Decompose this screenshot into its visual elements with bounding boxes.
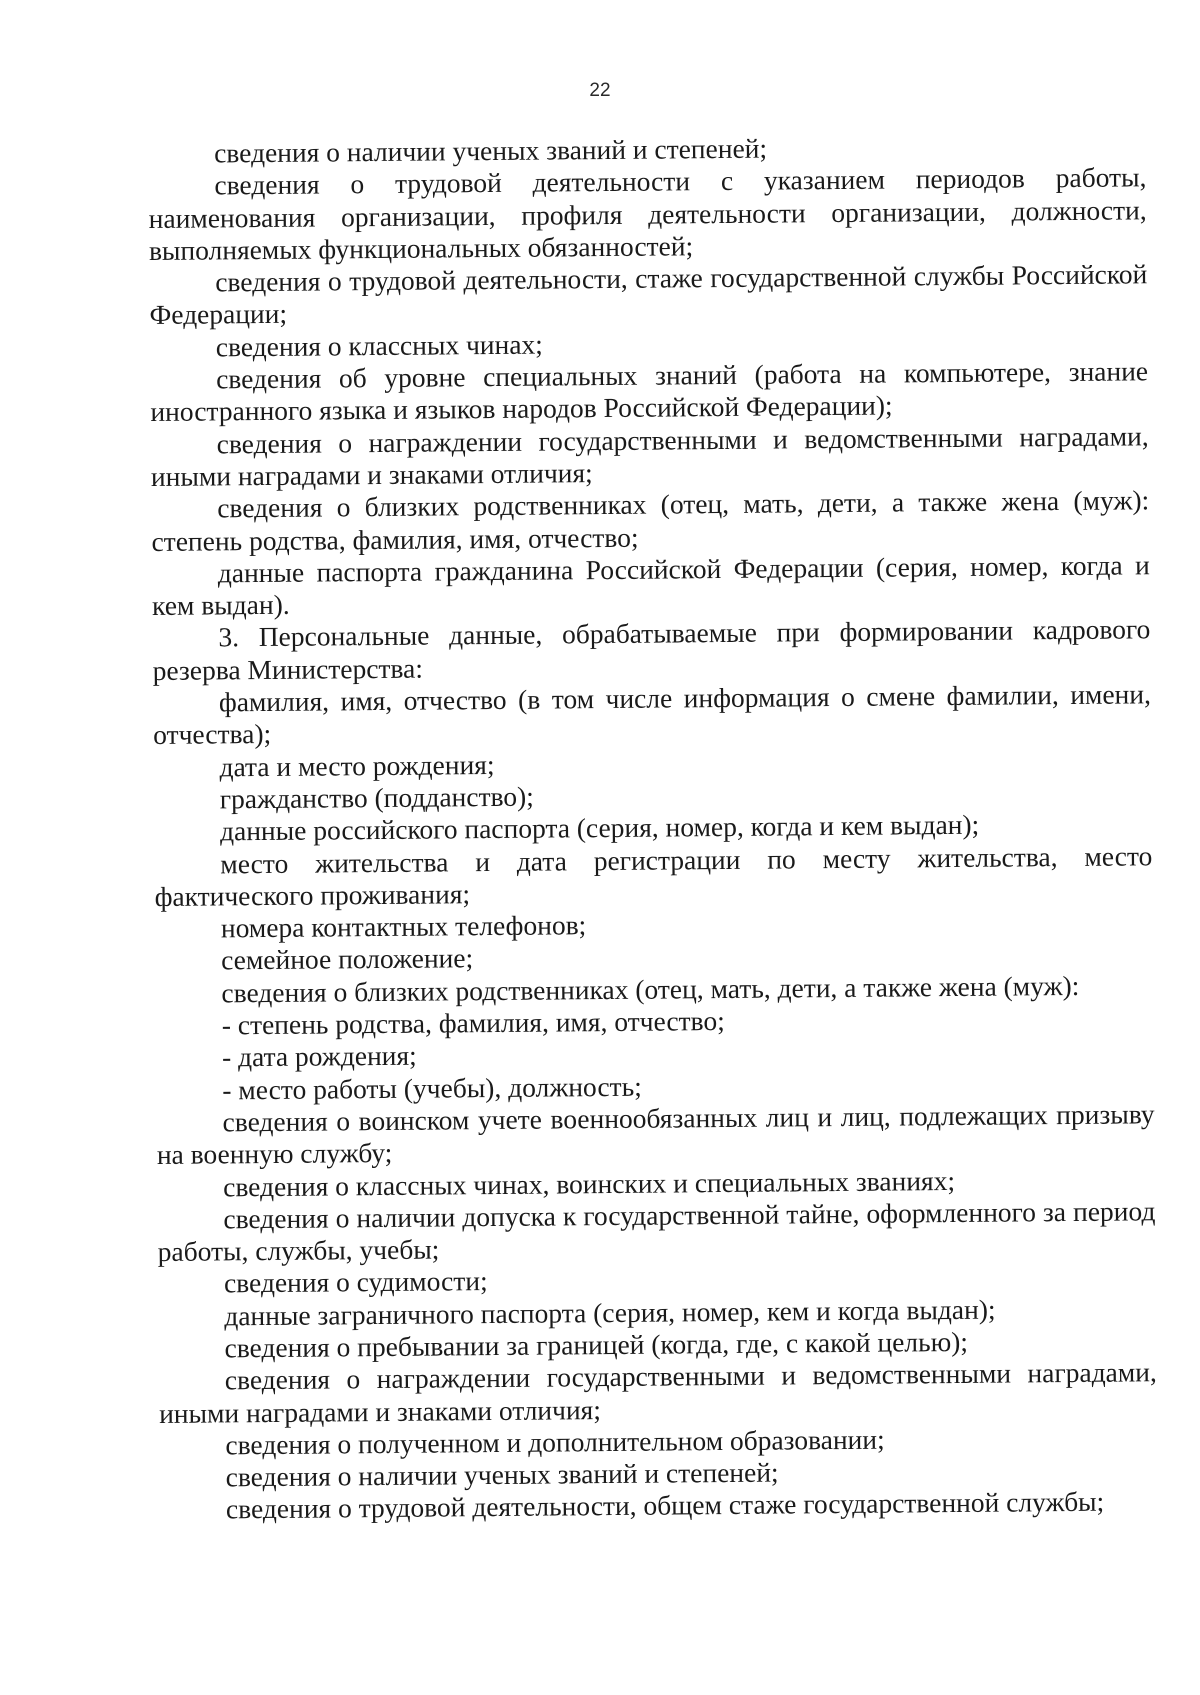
paragraph: место жительства и дата регистрации по месту жительства, место фактического проживания;	[154, 839, 1153, 912]
paragraph: данные паспорта гражданина Российской Федерации (серия, номер, когда и кем выдан).	[151, 549, 1150, 622]
paragraph: сведения о награждении государственными и ведомственными наградами, иными наградами и знаками отличия;	[150, 419, 1149, 492]
document-body	[148, 129, 1158, 1526]
paragraph: сведения о трудовой деятельности с указанием периодов работы, наименования организации, профиля деятельности организации, должности, выполняемых функциональных обязанностей;	[148, 161, 1147, 266]
section-heading-paragraph: 3. Персональные данные, обрабатываемые при формировании кадрового резерва Министерства:	[152, 613, 1151, 686]
paragraph: сведения о наличии ученых званий и степеней;	[213, 132, 768, 169]
paragraph: сведения о трудовой деятельности, стаже государственной службы Российской Федерации;	[149, 258, 1148, 331]
paragraph: гражданство (подданство);	[219, 780, 535, 815]
paragraph: номера контактных телефонов;	[220, 909, 587, 944]
list-item: - место работы (учебы), должность;	[222, 1070, 642, 1105]
paragraph: дата и место рождения;	[219, 748, 495, 783]
paragraph: сведения о судимости;	[223, 1265, 488, 1299]
paragraph: сведения о классных чинах;	[215, 328, 543, 363]
paragraph: сведения о классных чинах, воинских и специальных званиях;	[223, 1164, 956, 1202]
paragraph: сведения о воинском учете военнообязанных лиц и лиц, подлежащих призыву на военную службу;	[156, 1098, 1155, 1171]
paragraph: сведения о близких родственниках (отец, мать, дети, а также жена (муж): степень родства, фамилия, имя, отчество;	[151, 484, 1150, 557]
page-number: 22	[589, 80, 611, 101]
paragraph: сведения об уровне специальных знаний (работа на компьютере, знание иностранного языка и языков народов Российской Федерации);	[150, 355, 1149, 428]
list-item: - степень родства, фамилия, имя, отчество;	[221, 1005, 725, 1041]
list-item: - дата рождения;	[221, 1040, 417, 1073]
paragraph: семейное положение;	[221, 942, 474, 976]
paragraph: сведения о полученном и дополнительном образовании;	[225, 1423, 885, 1461]
paragraph: сведения о наличии ученых званий и степеней;	[225, 1456, 779, 1493]
paragraph: фамилия, имя, отчество (в том числе информация о смене фамилии, имени, отчества);	[153, 678, 1152, 751]
paragraph: данные заграничного паспорта (серия, номер, кем и когда выдан);	[224, 1293, 996, 1332]
paragraph: сведения о пребывании за границей (когда, где, с какой целью);	[224, 1325, 969, 1364]
paragraph: сведения о наличии допуска к государственной тайне, оформленного за период работы, службы, учебы;	[157, 1195, 1156, 1268]
paragraph: данные российского паспорта (серия, номер, когда и кем выдан);	[219, 809, 980, 847]
paragraph: сведения о награждении государственными и ведомственными наградами, иными наградами и знаками отличия;	[158, 1356, 1157, 1429]
paragraph: сведения о трудовой деятельности, общем стаже государственной службы;	[225, 1486, 1105, 1525]
paragraph: сведения о близких родственниках (отец, мать, дети, а также жена (муж):	[221, 969, 1080, 1009]
